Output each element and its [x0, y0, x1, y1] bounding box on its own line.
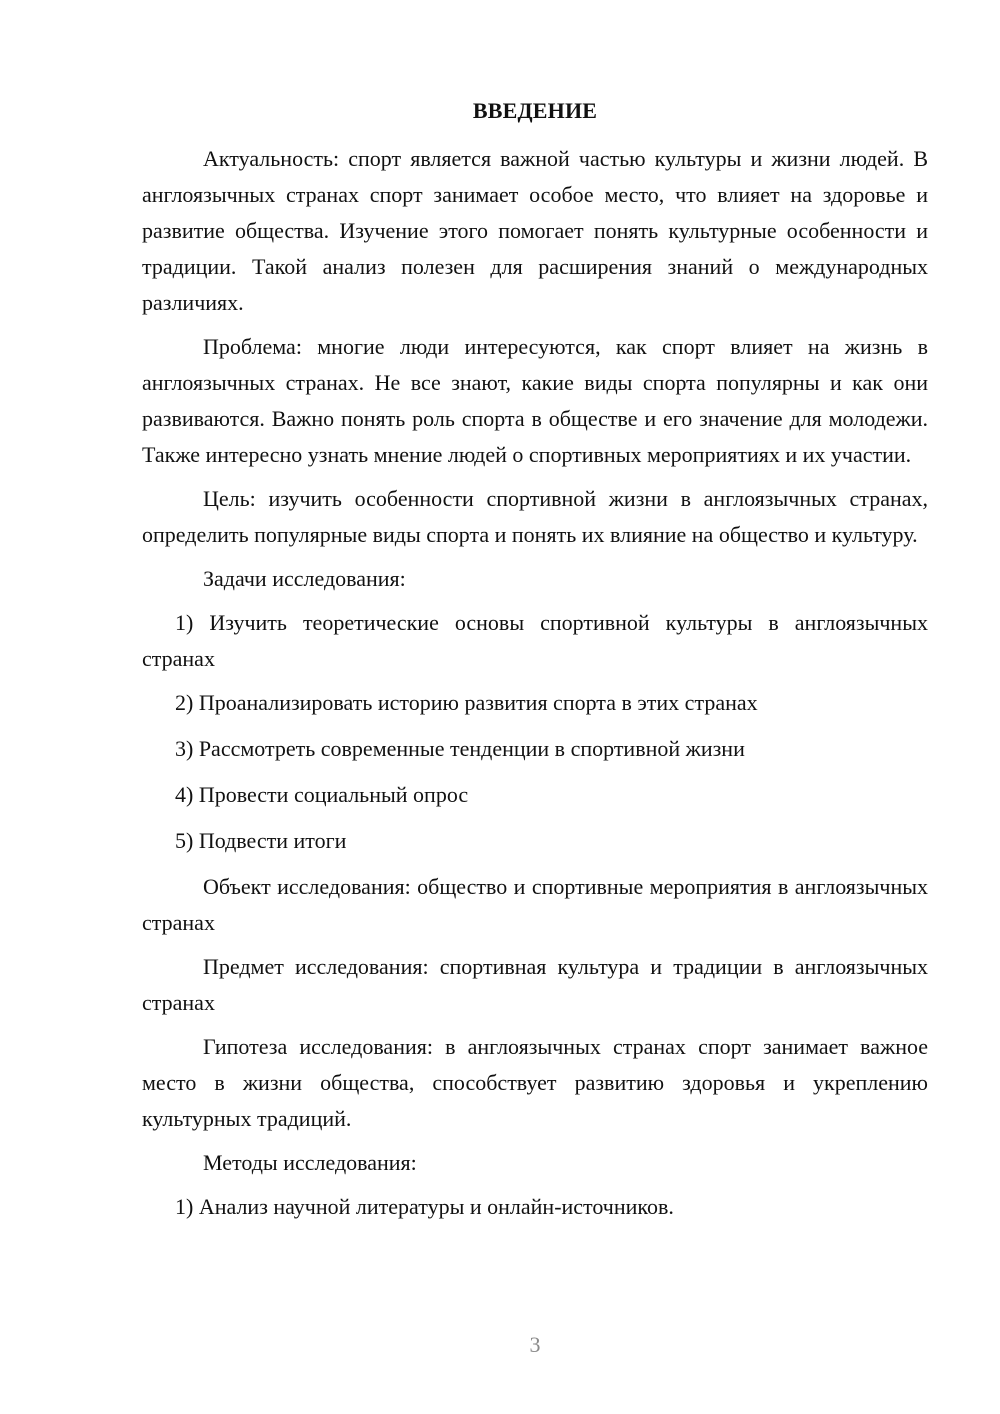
- paragraph-subject: Предмет исследования: спортивная культура и традиции в англоязычных странах: [142, 954, 928, 1015]
- paragraph-goal: Цель: изучить особенности спортивной жизни в англоязычных странах, определить популярные виды спорта и понять их влияние на общество и культуру.: [142, 486, 928, 547]
- method-item-1: 1) Анализ научной литературы и онлайн-источников.: [175, 1194, 674, 1219]
- task-item-2: 2) Проанализировать историю развития спорта в этих странах: [175, 690, 758, 715]
- task-item-4: 4) Провести социальный опрос: [175, 782, 469, 807]
- document-page: [142, 0, 928, 1414]
- task-item-1: 1) Изучить теоретические основы спортивной культуры в англоязычных странах: [142, 610, 928, 671]
- task-item-5: 5) Подвести итоги: [175, 828, 347, 853]
- document-title: ВВЕДЕНИЕ: [472, 98, 598, 123]
- paragraph-relevance: Актуальность: спорт является важной частью культуры и жизни людей. В англоязычных странах спорт занимает особое место, что влияет на здоровье и развитие общества. Изучение этого помогает понять культурные особенности и традиции. Такой анализ полезен для расширения знаний о международных различиях.: [142, 146, 928, 315]
- paragraph-problem: Проблема: многие люди интересуются, как спорт влияет на жизнь в англоязычных странах. Не все знают, какие виды спорта популярны и как они развиваются. Важно понять роль спорта в обществе и его значение для молодежи. Также интересно узнать мнение людей о спортивных мероприятиях и их участии.: [142, 334, 928, 467]
- document-body: [142, 141, 928, 1235]
- paragraph-tasks-heading: Задачи исследования:: [203, 566, 406, 591]
- paragraph-object: Объект исследования: общество и спортивные мероприятия в англоязычных странах: [142, 874, 928, 935]
- page-number: 3: [529, 1332, 541, 1357]
- task-item-3: 3) Рассмотреть современные тенденции в спортивной жизни: [175, 736, 745, 761]
- paragraph-methods-heading: Методы исследования:: [203, 1150, 417, 1175]
- paragraph-hypothesis: Гипотеза исследования: в англоязычных странах спорт занимает важное место в жизни общества, способствует развитию здоровья и укреплению культурных традиций.: [142, 1034, 928, 1131]
